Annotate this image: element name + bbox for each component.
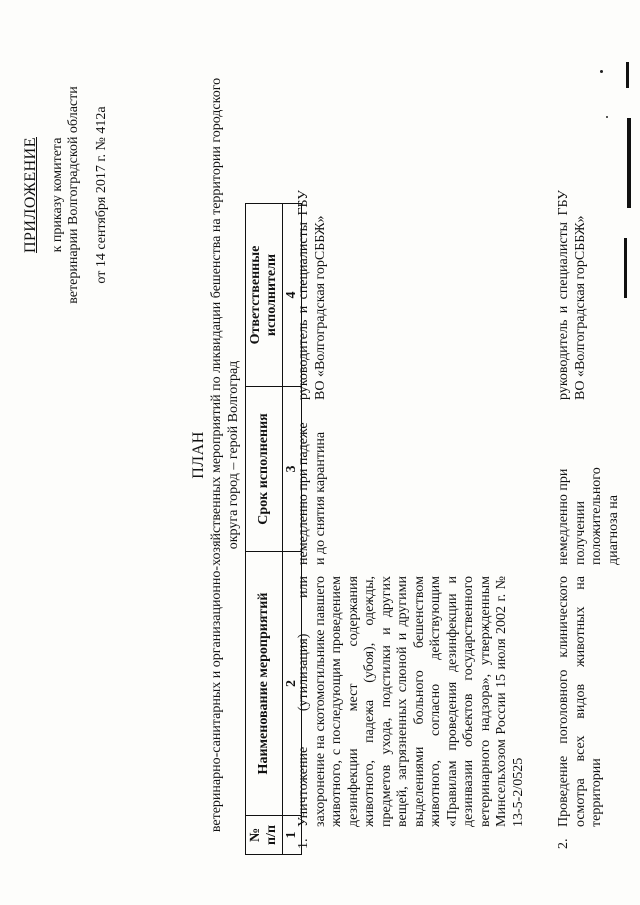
plan-heading <box>190 65 242 845</box>
column-number: 4 <box>283 204 302 387</box>
appendix-title: ПРИЛОЖЕНИЕ <box>22 137 39 254</box>
row-number: 1. <box>296 838 311 849</box>
row-deadline: немедленно при получении положительного диагноза на <box>556 467 621 565</box>
table-header-row <box>246 204 283 855</box>
plan-subtitle-line-1: ветеринарно-санитарных и организационно-хозяйственных мероприятий по ликвидации бешенства на территории городского <box>209 77 224 833</box>
plan-table-header <box>245 203 302 855</box>
column-number: 2 <box>283 552 302 816</box>
column-number: 1 <box>283 816 302 855</box>
row-measure: Проведение поголовного клинического осмотра всех видов животных на территории <box>556 576 604 827</box>
appendix-date-line: от 14 сентября 2017 г. № 412а <box>94 106 109 284</box>
row-number: 2. <box>556 838 571 849</box>
row-executors: руководитель и специалисты ГБУ ВО «Волгоградская горСББЖ» <box>556 190 588 400</box>
column-number: 3 <box>283 387 302 552</box>
plan-title: ПЛАН <box>190 431 207 479</box>
appendix-order-line: к приказу комитета <box>50 137 65 253</box>
header-number: № п/п <box>246 816 283 855</box>
row-executors: руководитель и специалисты ГБУ ВО «Волгоградская горСББЖ» <box>296 190 328 400</box>
header-executors: Ответственные исполнители <box>246 204 283 387</box>
row-deadline: немедленно при падеже и до снятия карантина <box>296 422 328 565</box>
appendix-committee-line: ветеринарии Волгоградской области <box>66 86 81 304</box>
header-measures: Наименование мероприятий <box>246 552 283 816</box>
plan-subtitle-line-2: округа город – герой Волгоград <box>226 360 241 550</box>
appendix-block <box>22 45 110 345</box>
row-measure: Уничтожение (утилизация) или захоронение на скотомогильнике павшего животного, с последующим проведением дезинфекции мест содержания животного, падежа (убоя), одежды, предметов ухода, подстилки и других вещей, загрязненных слюной и другими выделениями больного бешенством животного, согласно действующим «Правилам проведения дезинфекции и дезинвазии объектов государственного ветеринарного надзора», утвержденным Минсельхозом России 15 июля 2002 г. № 13-5-2/0525 <box>296 576 526 827</box>
header-deadline: Срок исполнения <box>246 387 283 552</box>
